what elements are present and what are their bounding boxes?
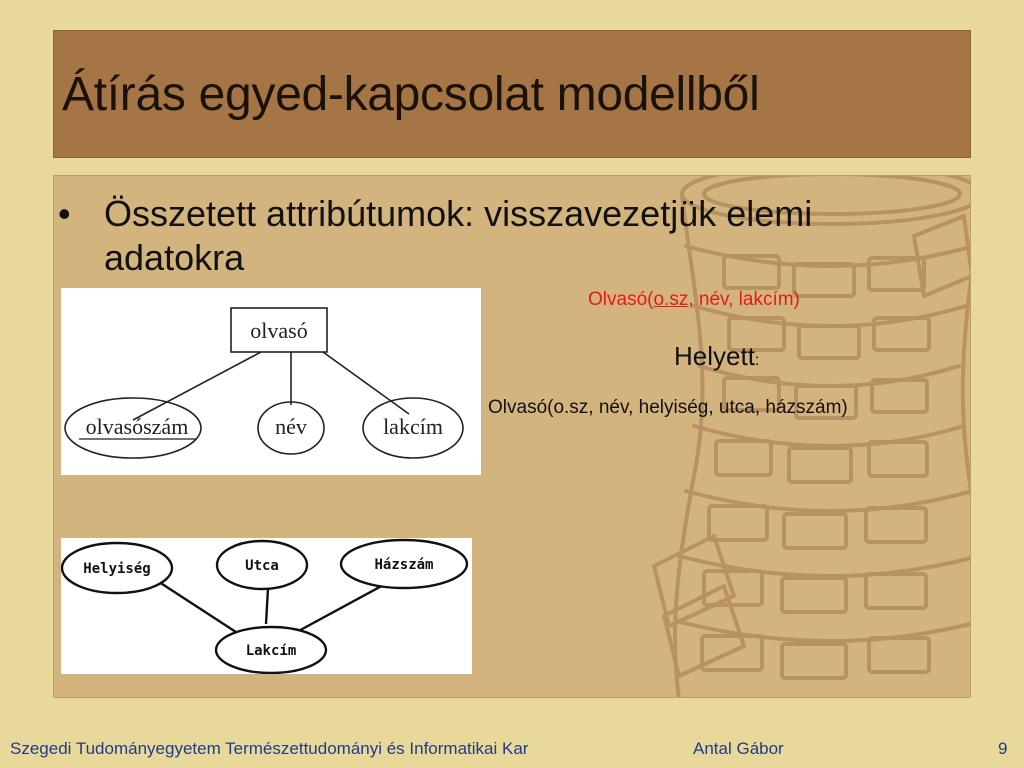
er-diagram-olvaso — [61, 288, 481, 475]
er-diagram-lakcim — [61, 538, 472, 674]
primary-key: o.sz — [653, 289, 689, 310]
original-relation: Olvasó(o.sz, név, lakcím) — [588, 289, 800, 310]
attribute-label: Házszám — [374, 557, 434, 573]
entity-label: olvasó — [250, 318, 308, 343]
attribute-label: lakcím — [383, 414, 443, 439]
footer-author: Antal Gábor — [693, 739, 784, 758]
title-bar — [53, 30, 971, 158]
attribute-label: olvasószám — [85, 414, 189, 439]
center-label: Lakcím — [245, 643, 297, 659]
bullet-symbol: • — [58, 193, 71, 234]
bullet-text: Összetett attribútumok: visszavezetjük elemi adatokra — [104, 193, 813, 278]
attribute-label: név — [275, 414, 307, 439]
instead-label: Helyett: — [674, 341, 760, 371]
footer-institution: Szegedi Tudományegyetem Természettudományi és Informatikai Kar — [10, 739, 529, 758]
slide-title: Átírás egyed-kapcsolat modellből — [62, 68, 760, 121]
new-relation: Olvasó(o.sz, név, helyiség, utca, házszám) — [488, 397, 848, 418]
attribute-label: Helyiség — [83, 561, 151, 577]
page-number: 9 — [998, 739, 1008, 758]
attribute-label: Utca — [245, 558, 279, 574]
